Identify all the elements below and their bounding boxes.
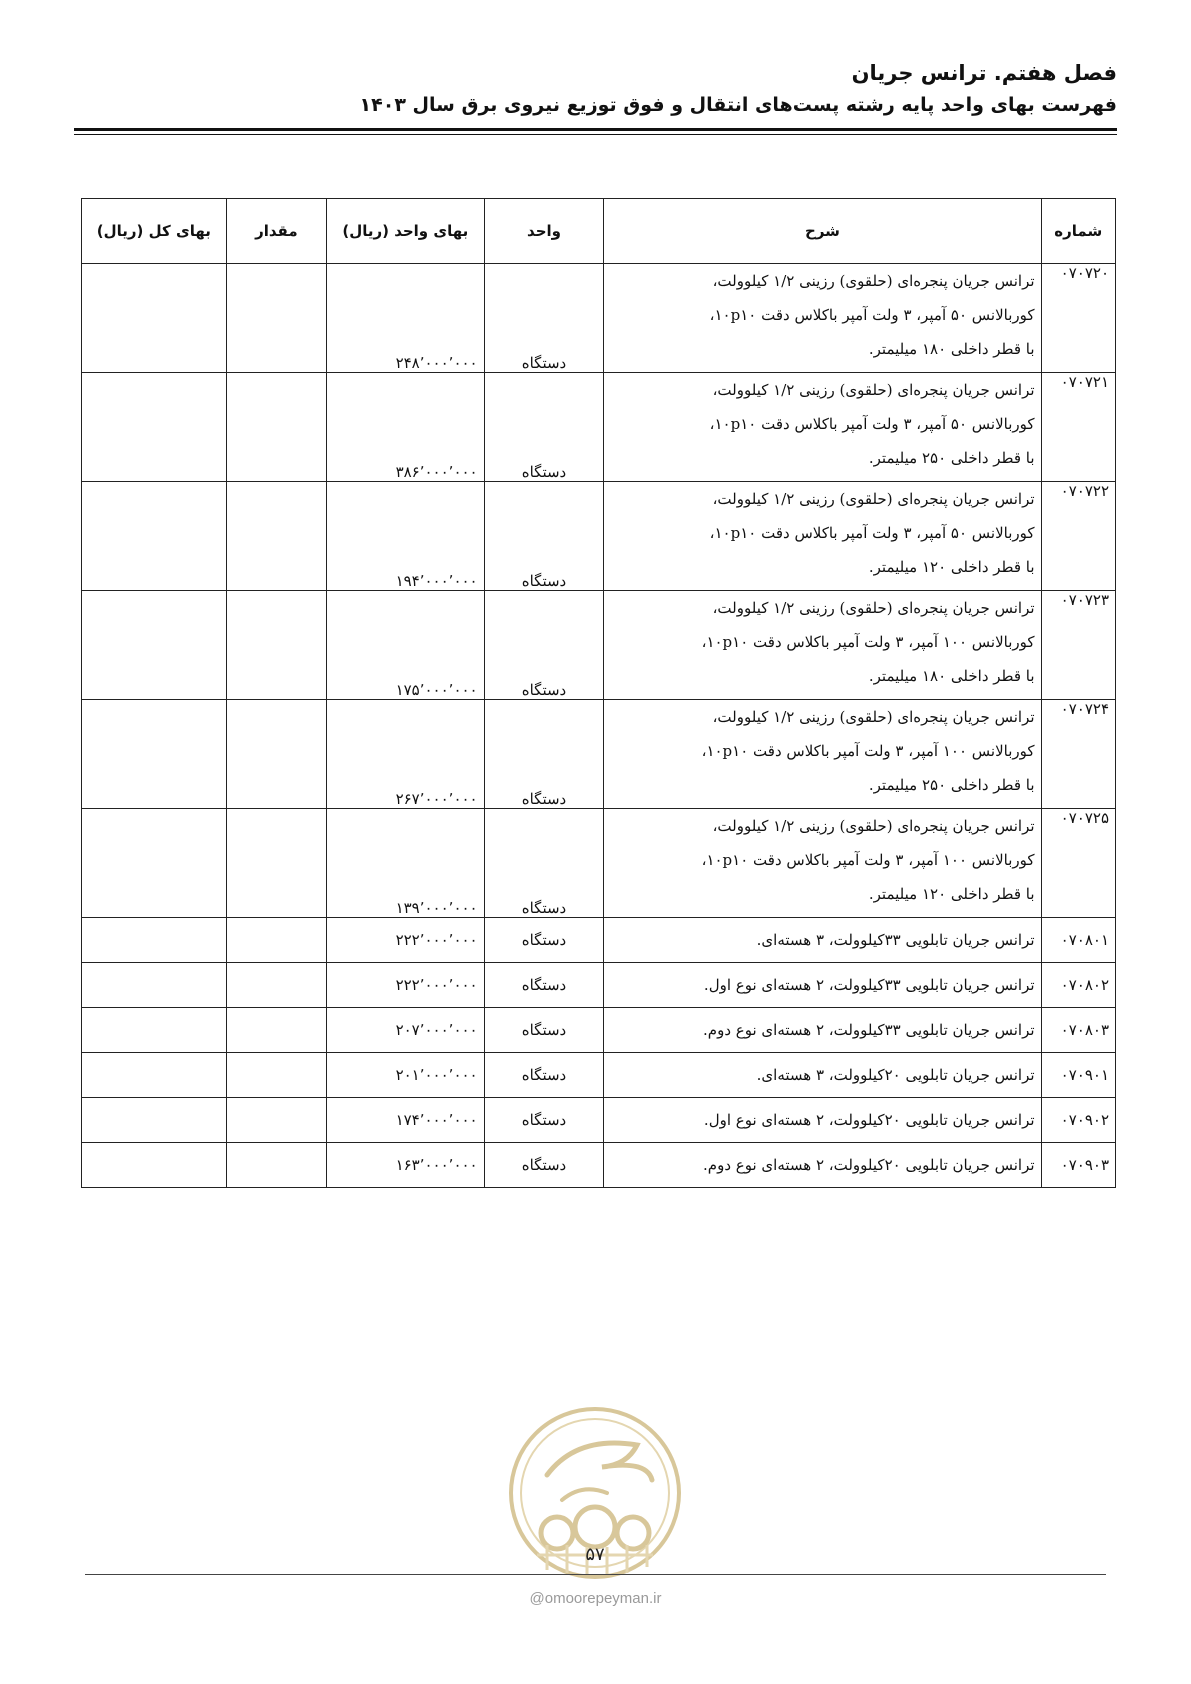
description-line: ترانس جریان تابلویی ۲۰کیلوولت، ۲ هسته‌ای نوع اول. — [703, 1111, 1035, 1129]
page-header — [74, 58, 1117, 120]
description-line: ترانس جریان پنجره‌ای (حلقوی) رزینی ۱/۲ کیلوولت، — [712, 708, 1035, 726]
row-unit: دستگاه — [484, 591, 604, 700]
row-unit-price: ۱۳۹٬۰۰۰٬۰۰۰ — [327, 809, 485, 918]
row-total-price — [82, 918, 227, 963]
row-unit: دستگاه — [484, 963, 604, 1008]
column-header-unit: واحد — [484, 199, 604, 264]
table-row — [82, 482, 1116, 591]
column-header-total-price: بهای کل (ریال) — [82, 199, 227, 264]
description-line: ترانس جریان تابلویی ۳۳کیلوولت، ۳ هسته‌ای. — [756, 931, 1035, 949]
description-line: ترانس جریان تابلویی ۳۳کیلوولت، ۲ هسته‌ای نوع دوم. — [703, 1021, 1035, 1039]
row-unit: دستگاه — [484, 1053, 604, 1098]
table-row — [82, 918, 1116, 963]
description-line: کوربالانس ۵۰ آمپر، ۳ ولت آمپر باکلاس دقت ۱۰p۱۰، — [709, 306, 1035, 324]
row-description — [604, 1143, 1041, 1188]
row-number: ۰۷۰۸۰۱ — [1041, 918, 1115, 963]
description-line: با قطر داخلی ۱۸۰ میلیمتر. — [868, 340, 1035, 358]
description-line: ترانس جریان پنجره‌ای (حلقوی) رزینی ۱/۲ کیلوولت، — [712, 490, 1035, 508]
row-quantity — [226, 963, 326, 1008]
row-total-price — [82, 1098, 227, 1143]
row-number: ۰۷۰۹۰۱ — [1041, 1053, 1115, 1098]
description-line: کوربالانس ۵۰ آمپر، ۳ ولت آمپر باکلاس دقت ۱۰p۱۰، — [709, 524, 1035, 542]
table-row — [82, 264, 1116, 373]
row-number: ۰۷۰۷۲۴ — [1041, 700, 1115, 809]
row-unit: دستگاه — [484, 918, 604, 963]
row-unit-price: ۱۹۴٬۰۰۰٬۰۰۰ — [327, 482, 485, 591]
row-unit-price: ۲۶۷٬۰۰۰٬۰۰۰ — [327, 700, 485, 809]
table-row — [82, 700, 1116, 809]
table-row — [82, 1008, 1116, 1053]
row-number: ۰۷۰۹۰۲ — [1041, 1098, 1115, 1143]
row-quantity — [226, 373, 326, 482]
page-number: ۵۷ — [585, 1544, 605, 1565]
row-total-price — [82, 264, 227, 373]
description-line: ترانس جریان پنجره‌ای (حلقوی) رزینی ۱/۲ کیلوولت، — [712, 817, 1035, 835]
row-unit: دستگاه — [484, 809, 604, 918]
row-number: ۰۷۰۷۲۲ — [1041, 482, 1115, 591]
row-total-price — [82, 591, 227, 700]
row-total-price — [82, 482, 227, 591]
row-unit: دستگاه — [484, 373, 604, 482]
table-row — [82, 1143, 1116, 1188]
description-line: ترانس جریان پنجره‌ای (حلقوی) رزینی ۱/۲ کیلوولت، — [712, 272, 1035, 290]
row-total-price — [82, 1008, 227, 1053]
table-row — [82, 963, 1116, 1008]
row-description — [604, 482, 1041, 591]
header-rule-thin — [74, 134, 1117, 135]
description-line: با قطر داخلی ۲۵۰ میلیمتر. — [868, 776, 1035, 794]
table-row — [82, 373, 1116, 482]
description-line: کوربالانس ۱۰۰ آمپر، ۳ ولت آمپر باکلاس دقت ۱۰p۱۰، — [701, 742, 1035, 760]
row-quantity — [226, 264, 326, 373]
row-quantity — [226, 1098, 326, 1143]
row-total-price — [82, 963, 227, 1008]
row-number: ۰۷۰۷۲۳ — [1041, 591, 1115, 700]
row-description — [604, 1053, 1041, 1098]
column-header-number: شماره — [1041, 199, 1115, 264]
row-unit-price: ۱۷۵٬۰۰۰٬۰۰۰ — [327, 591, 485, 700]
description-line: ترانس جریان پنجره‌ای (حلقوی) رزینی ۱/۲ کیلوولت، — [712, 599, 1035, 617]
row-description — [604, 918, 1041, 963]
row-total-price — [82, 1053, 227, 1098]
table-row — [82, 1098, 1116, 1143]
row-number: ۰۷۰۸۰۳ — [1041, 1008, 1115, 1053]
price-table — [81, 198, 1116, 1188]
table-header-row — [82, 199, 1116, 264]
table-body — [82, 264, 1116, 1188]
row-unit-price: ۳۸۶٬۰۰۰٬۰۰۰ — [327, 373, 485, 482]
description-line: با قطر داخلی ۱۲۰ میلیمتر. — [868, 885, 1035, 903]
column-header-quantity: مقدار — [226, 199, 326, 264]
footer-rule — [85, 1574, 1106, 1575]
row-number: ۰۷۰۹۰۳ — [1041, 1143, 1115, 1188]
row-quantity — [226, 1008, 326, 1053]
description-line: ترانس جریان تابلویی ۳۳کیلوولت، ۲ هسته‌ای نوع اول. — [703, 976, 1035, 994]
row-description — [604, 963, 1041, 1008]
row-number: ۰۷۰۷۲۵ — [1041, 809, 1115, 918]
row-description — [604, 591, 1041, 700]
table-row — [82, 809, 1116, 918]
row-number: ۰۷۰۷۲۰ — [1041, 264, 1115, 373]
row-unit: دستگاه — [484, 700, 604, 809]
row-quantity — [226, 1053, 326, 1098]
row-description — [604, 373, 1041, 482]
description-line: با قطر داخلی ۱۸۰ میلیمتر. — [868, 667, 1035, 685]
column-header-description: شرح — [604, 199, 1041, 264]
description-line: ترانس جریان تابلویی ۲۰کیلوولت، ۳ هسته‌ای. — [756, 1066, 1035, 1084]
row-total-price — [82, 1143, 227, 1188]
row-unit-price: ۱۶۳٬۰۰۰٬۰۰۰ — [327, 1143, 485, 1188]
header-rule-thick — [74, 128, 1117, 131]
description-line: کوربالانس ۵۰ آمپر، ۳ ولت آمپر باکلاس دقت ۱۰p۱۰، — [709, 415, 1035, 433]
footer-website: @omoorepeyman.ir — [529, 1590, 662, 1607]
row-total-price — [82, 809, 227, 918]
row-unit: دستگاه — [484, 264, 604, 373]
chapter-title: فصل هفتم. ترانس جریان — [851, 61, 1117, 85]
description-line: کوربالانس ۱۰۰ آمپر، ۳ ولت آمپر باکلاس دقت ۱۰p۱۰، — [701, 633, 1035, 651]
table-row — [82, 591, 1116, 700]
row-unit-price: ۲۴۸٬۰۰۰٬۰۰۰ — [327, 264, 485, 373]
document-subtitle: فهرست بهای واحد پایه رشته پست‌های انتقال و فوق توزیع نیروی برق سال ۱۴۰۳ — [359, 94, 1117, 116]
row-description — [604, 809, 1041, 918]
description-line: ترانس جریان تابلویی ۲۰کیلوولت، ۲ هسته‌ای نوع دوم. — [703, 1156, 1035, 1174]
row-total-price — [82, 373, 227, 482]
row-number: ۰۷۰۸۰۲ — [1041, 963, 1115, 1008]
row-unit: دستگاه — [484, 1008, 604, 1053]
row-unit: دستگاه — [484, 1098, 604, 1143]
row-quantity — [226, 591, 326, 700]
row-quantity — [226, 1143, 326, 1188]
row-unit-price: ۲۲۲٬۰۰۰٬۰۰۰ — [327, 918, 485, 963]
row-unit: دستگاه — [484, 1143, 604, 1188]
row-quantity — [226, 482, 326, 591]
description-line: کوربالانس ۱۰۰ آمپر، ۳ ولت آمپر باکلاس دقت ۱۰p۱۰، — [701, 851, 1035, 869]
row-unit-price: ۲۲۲٬۰۰۰٬۰۰۰ — [327, 963, 485, 1008]
description-line: با قطر داخلی ۲۵۰ میلیمتر. — [868, 449, 1035, 467]
row-description — [604, 1098, 1041, 1143]
row-unit: دستگاه — [484, 482, 604, 591]
row-description — [604, 700, 1041, 809]
row-description — [604, 1008, 1041, 1053]
column-header-unit-price: بهای واحد (ریال) — [327, 199, 485, 264]
row-quantity — [226, 809, 326, 918]
row-unit-price: ۲۰۱٬۰۰۰٬۰۰۰ — [327, 1053, 485, 1098]
description-line: با قطر داخلی ۱۲۰ میلیمتر. — [868, 558, 1035, 576]
row-unit-price: ۱۷۴٬۰۰۰٬۰۰۰ — [327, 1098, 485, 1143]
table-row — [82, 1053, 1116, 1098]
row-description — [604, 264, 1041, 373]
row-total-price — [82, 700, 227, 809]
row-unit-price: ۲۰۷٬۰۰۰٬۰۰۰ — [327, 1008, 485, 1053]
row-quantity — [226, 918, 326, 963]
row-number: ۰۷۰۷۲۱ — [1041, 373, 1115, 482]
description-line: ترانس جریان پنجره‌ای (حلقوی) رزینی ۱/۲ کیلوولت، — [712, 381, 1035, 399]
row-quantity — [226, 700, 326, 809]
